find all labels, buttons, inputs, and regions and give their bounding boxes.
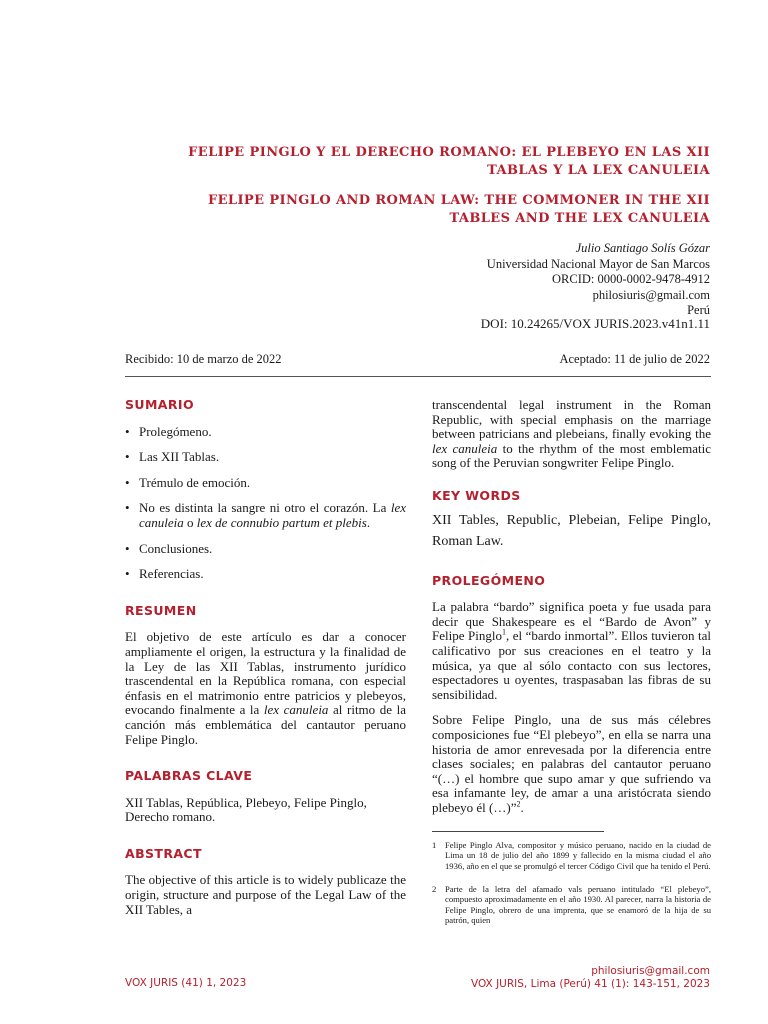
sumario-heading: SUMARIO <box>125 397 194 412</box>
sumario-item: • Trémulo de emoción. <box>125 476 406 491</box>
abstract-continued-a: transcendental legal instrument in the Roman Republic, with special emphasis on the marriage between patricians and plebeians, finally evoking the <box>432 397 711 442</box>
author-email[interactable]: philosiuris@gmail.com <box>592 287 710 302</box>
footnote-text: Parte de la letra del afamado vals peruano intitulado “El plebeyo”, compuesto aproximadamente en el año 1930. Al parecer, narra la historia de Felipe Pinglo, obrero de una imprenta, que se enamoró de la hija de su patrón, quien <box>445 884 711 926</box>
prolegomeno-p2-a: Sobre Felipe Pinglo, una de sus más célebres composiciones fue “El plebeyo”, en ella se narra una historia de amor enrevesada por la diferencia entre clases sociales; en palabras del cantautor peruano “(…) el hombre que supo amar y que sufriendo va esa infamante ley, de amar a una aristócrata siendo plebeyo él (…)” <box>432 712 711 815</box>
sumario-list <box>125 425 406 582</box>
footnote-ref-2[interactable]: 2 <box>516 799 521 809</box>
author-name: Julio Santiago Solís Gózar <box>575 241 710 255</box>
prolegomeno-p1-b: , el “bardo inmortal”. Ellos tuvieron tal calificativo por sus creaciones en el teatro y la música, ya que al sólo contacto con sus lectores, espectadores u oyentes, traspasaban las fibras de su sensibilidad. <box>432 628 712 702</box>
prolegomeno-p2 <box>432 713 711 815</box>
key-words-text: XII Tables, Republic, Plebeian, Felipe Pinglo, Roman Law. <box>432 512 711 549</box>
palabras-clave-heading: PALABRAS CLAVE <box>125 768 253 784</box>
key-words-heading: KEY WORDS <box>432 487 521 503</box>
prolegomeno-p1 <box>432 600 711 702</box>
resumen-heading: RESUMEN <box>125 602 197 618</box>
author-orcid: ORCID: 0000-0002-9478-4912 <box>552 272 710 286</box>
abstract-text: The objective of this article is to widely publicaze the origin, structure and purpose of the Legal Law of the XII Tables, a <box>125 872 406 917</box>
title-spanish: FELIPE PINGLO Y EL DERECHO ROMANO: EL PLEBEYO EN LAS XII TABLAS Y LA LEX CANULEIA <box>188 145 710 178</box>
footnote-ref-1[interactable]: 1 <box>501 628 506 638</box>
footnote-divider <box>432 831 604 832</box>
sumario-item: • Conclusiones. <box>125 542 406 557</box>
sumario-item: • Prolegómeno. <box>125 425 406 440</box>
sumario-item4-em1: lex canuleia <box>139 500 406 530</box>
prolegomeno-p1-a: La palabra “bardo” significa poeta y fue usada para decir que Shakespeare es el “Bardo de Avon” y Felipe Pinglo <box>432 599 711 644</box>
right-column <box>432 398 711 815</box>
sumario-item4-em2: lex de connubio partum et plebis <box>196 514 367 530</box>
sumario-item4-text2: o <box>183 514 197 530</box>
author-block <box>487 241 710 319</box>
sumario-item: • Referencias. <box>125 567 406 582</box>
footnote-number: 2 <box>432 884 437 894</box>
abstract-continued-em: lex canuleia <box>432 440 498 456</box>
author-affiliation: Universidad Nacional Mayor de San Marcos <box>486 256 710 271</box>
accepted-date: Aceptado: 11 de julio de 2022 <box>559 352 710 366</box>
author-country: Perú <box>687 303 710 317</box>
resumen-text-b: al ritmo de la canción más emblemática del cantautor peruano Felipe Pinglo. <box>125 702 406 747</box>
header-divider <box>125 376 711 377</box>
doi[interactable]: DOI: 10.24265/VOX JURIS.2023.v41n1.11 <box>480 316 710 331</box>
footnote-2 <box>432 884 711 926</box>
palabras-clave-text: XII Tablas, República, Plebeyo, Felipe Pinglo, Derecho romano. <box>125 794 367 825</box>
footnote-1 <box>432 840 711 871</box>
sumario-item4-text3: . <box>366 514 371 530</box>
footer-email[interactable]: philosiuris@gmail.com <box>591 965 710 977</box>
abstract-continued <box>432 398 711 471</box>
sumario-item4-text: No es distinta la sangre ni otro el corazón. La <box>139 500 391 516</box>
footer-right: VOX JURIS, Lima (Perú) 41 (1): 143-151, 2023 <box>470 978 710 990</box>
footnote-number: 1 <box>432 840 437 850</box>
footnote-text: Felipe Pinglo Alva, compositor y músico peruano, nacido en la ciudad de Lima un 18 de julio del año 1899 y fallecido en la misma ciudad el año 1936, año en el que se promulgó el tercer Código Civil que ha tenido el Perú. <box>445 840 711 871</box>
left-column <box>125 398 406 917</box>
abstract-heading: ABSTRACT <box>125 845 202 861</box>
resumen-text <box>125 630 406 747</box>
resumen-text-a: El objetivo de este artículo es dar a conocer ampliamente el origen, la estructura y la finalidad de la Ley de las XII Tablas, instrumento jurídico trascendental en la República romana, con especial énfasis en el matrimonio entre patricios y plebeyos, evocando finalmente a la <box>125 629 406 718</box>
abstract-continued-b: to the rhythm of the most emblematic song of the Peruvian songwriter Felipe Pinglo. <box>432 440 711 471</box>
resumen-text-em: lex canuleia <box>263 702 329 718</box>
received-date: Recibido: 10 de marzo de 2022 <box>125 352 282 366</box>
prolegomeno-p2-b: . <box>520 799 524 815</box>
sumario-item: • Las XII Tablas. <box>125 450 406 465</box>
footer-left: VOX JURIS (41) 1, 2023 <box>125 977 247 989</box>
sumario-item <box>125 501 406 530</box>
prolegomeno-heading: PROLEGÓMENO <box>432 572 546 588</box>
title-english: FELIPE PINGLO AND ROMAN LAW: THE COMMONER IN THE XII TABLES AND THE LEX CANULEIA <box>207 193 710 226</box>
